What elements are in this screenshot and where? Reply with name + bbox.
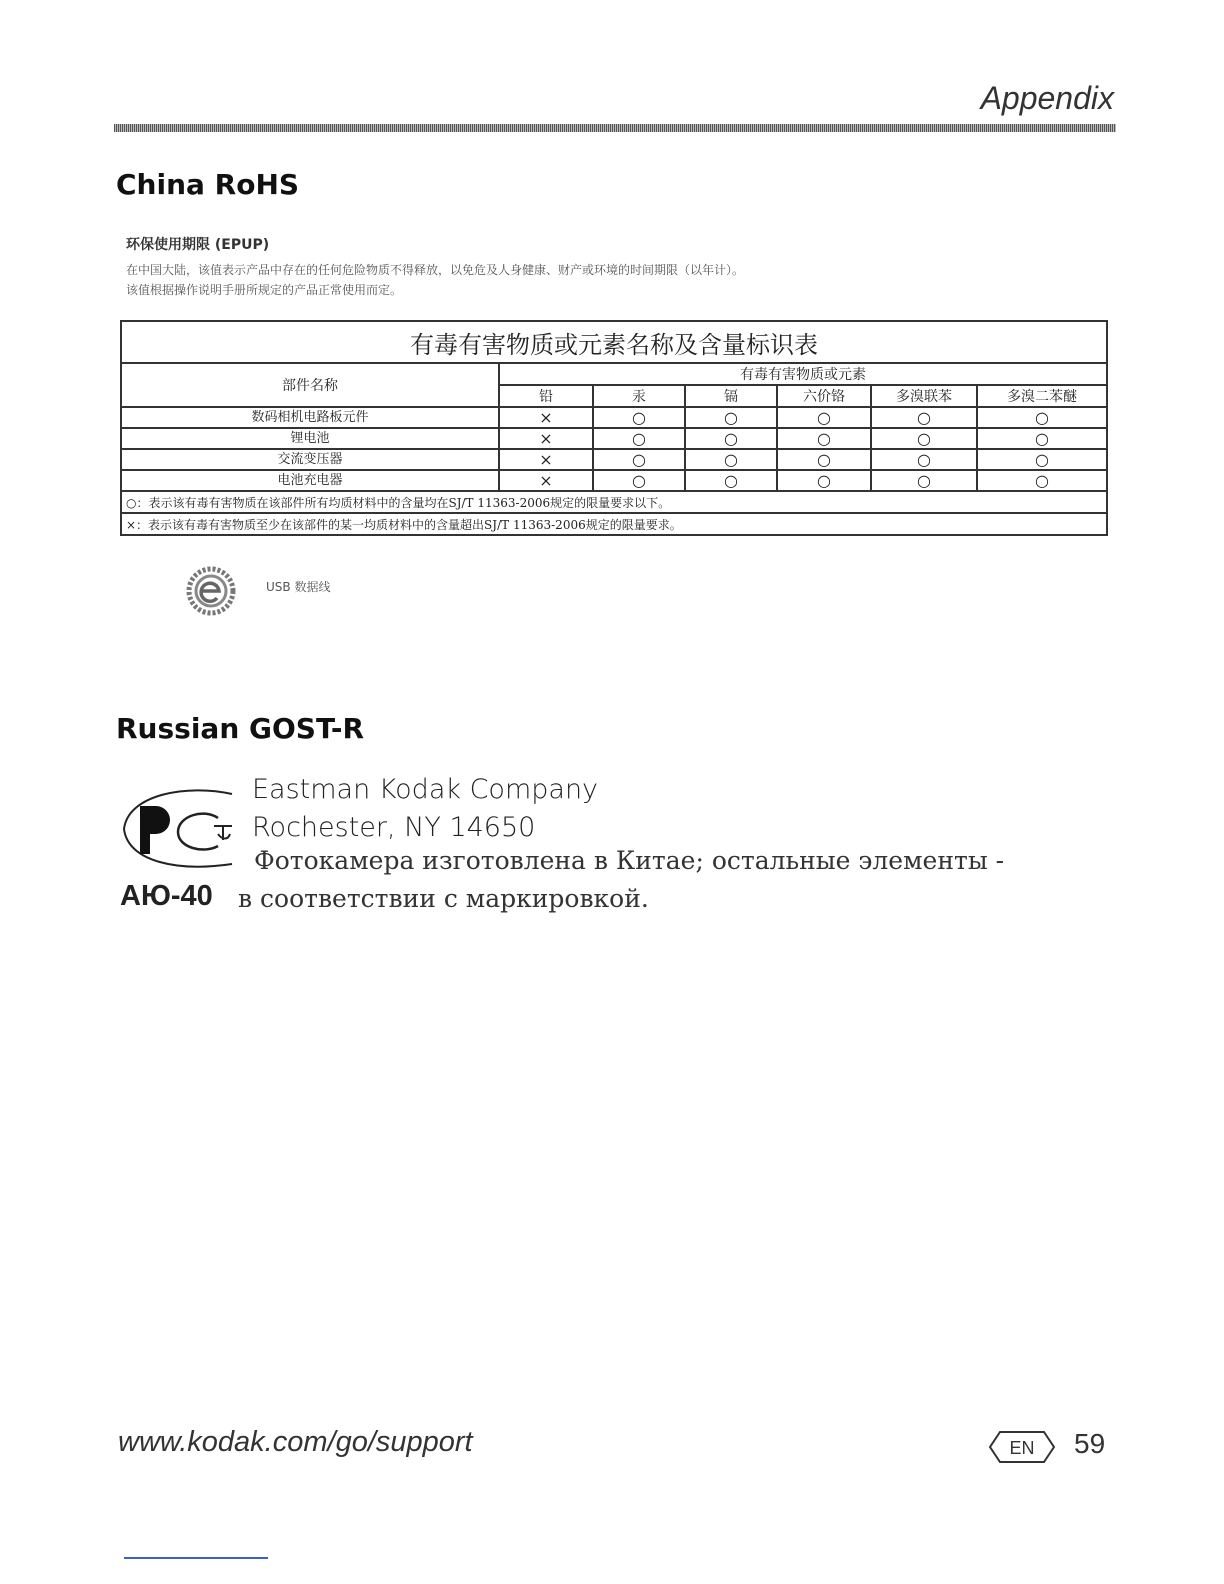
mark-cell: ○ [871, 428, 977, 449]
bottom-rule [124, 1557, 268, 1559]
mark-cell: ○ [777, 428, 871, 449]
mark-cell: × [499, 428, 593, 449]
language-badge-icon [986, 1428, 1058, 1466]
part-name-header: 部件名称 [121, 363, 499, 407]
mark-cell: ○ [593, 470, 685, 491]
element-header: 多溴二苯醚 [977, 385, 1107, 407]
language-badge-text: EN [1009, 1438, 1035, 1458]
mark-cell: ○ [871, 449, 977, 470]
page-number: 59 [1074, 1428, 1106, 1459]
gost-russian-line-2: в соответствии с маркировкой. [238, 884, 649, 913]
mark-cell: ○ [593, 449, 685, 470]
table-row [121, 428, 1107, 449]
rohs-table [120, 320, 1108, 536]
gost-address: Rochester, NY 14650 [252, 812, 536, 843]
mark-cell: ○ [685, 407, 777, 428]
mark-cell: ○ [777, 470, 871, 491]
mark-cell: ○ [977, 470, 1107, 491]
mark-cell: ○ [871, 407, 977, 428]
epup-line-1: 在中国大陆，该值表示产品中存在的任何危险物质不得释放，以免危及人身健康、财产或环境的时间期限（以年计）。 [126, 263, 745, 277]
gost-russian-line-1: Фотокамера изготовлена в Китае; остальные элементы - [254, 846, 1005, 875]
part-name: 交流变压器 [121, 449, 499, 470]
mark-cell: × [499, 407, 593, 428]
element-header: 铅 [499, 385, 593, 407]
gost-r-certification-icon [118, 784, 238, 874]
mark-cell: × [499, 470, 593, 491]
mark-cell: ○ [593, 428, 685, 449]
gost-certification-code: АЮ-40 [120, 880, 213, 912]
mark-cell: ○ [871, 470, 977, 491]
table-row [121, 449, 1107, 470]
mark-cell: ○ [685, 428, 777, 449]
element-header: 多溴联苯 [871, 385, 977, 407]
element-header: 镉 [685, 385, 777, 407]
mark-cell: ○ [593, 407, 685, 428]
epup-e-mark-icon [186, 566, 236, 616]
mark-cell: ○ [977, 428, 1107, 449]
mark-cell: ○ [685, 470, 777, 491]
table-row [121, 407, 1107, 428]
part-name: 电池充电器 [121, 470, 499, 491]
part-name: 锂电池 [121, 428, 499, 449]
header-rule [114, 124, 1116, 132]
mark-cell: ○ [777, 449, 871, 470]
footer-support-url[interactable]: www.kodak.com/go/support [118, 1426, 473, 1458]
rohs-table-caption: 有毒有害物质或元素名称及含量标识表 [121, 321, 1107, 363]
epup-block [126, 234, 1106, 300]
mark-cell: ○ [777, 407, 871, 428]
note-o: ○：表示该有毒有害物质在该部件所有均质材料中的含量均在SJ/T 11363-2006规定的限量要求以下。 [121, 491, 1107, 513]
note-x: ×：表示该有毒有害物质至少在该部件的某一均质材料中的含量超出SJ/T 11363-2006规定的限量要求。 [121, 513, 1107, 535]
element-header: 汞 [593, 385, 685, 407]
epup-title: 环保使用期限 (EPUP) [126, 237, 270, 253]
page-header-title: Appendix [980, 80, 1114, 116]
elements-header: 有毒有害物质或元素 [499, 363, 1107, 385]
element-header: 六价铬 [777, 385, 871, 407]
epup-line-2: 该值根据操作说明手册所规定的产品正常使用而定。 [126, 283, 403, 297]
section-title-china-rohs: China RoHS [116, 168, 300, 201]
mark-cell: ○ [977, 449, 1107, 470]
usb-cable-label: USB 数据线 [266, 580, 331, 594]
gost-company-name: Eastman Kodak Company [252, 774, 599, 805]
mark-cell: ○ [977, 407, 1107, 428]
section-title-russian-gost: Russian GOST-R [116, 712, 365, 745]
mark-cell: ○ [685, 449, 777, 470]
table-row [121, 470, 1107, 491]
part-name: 数码相机电路板元件 [121, 407, 499, 428]
mark-cell: × [499, 449, 593, 470]
